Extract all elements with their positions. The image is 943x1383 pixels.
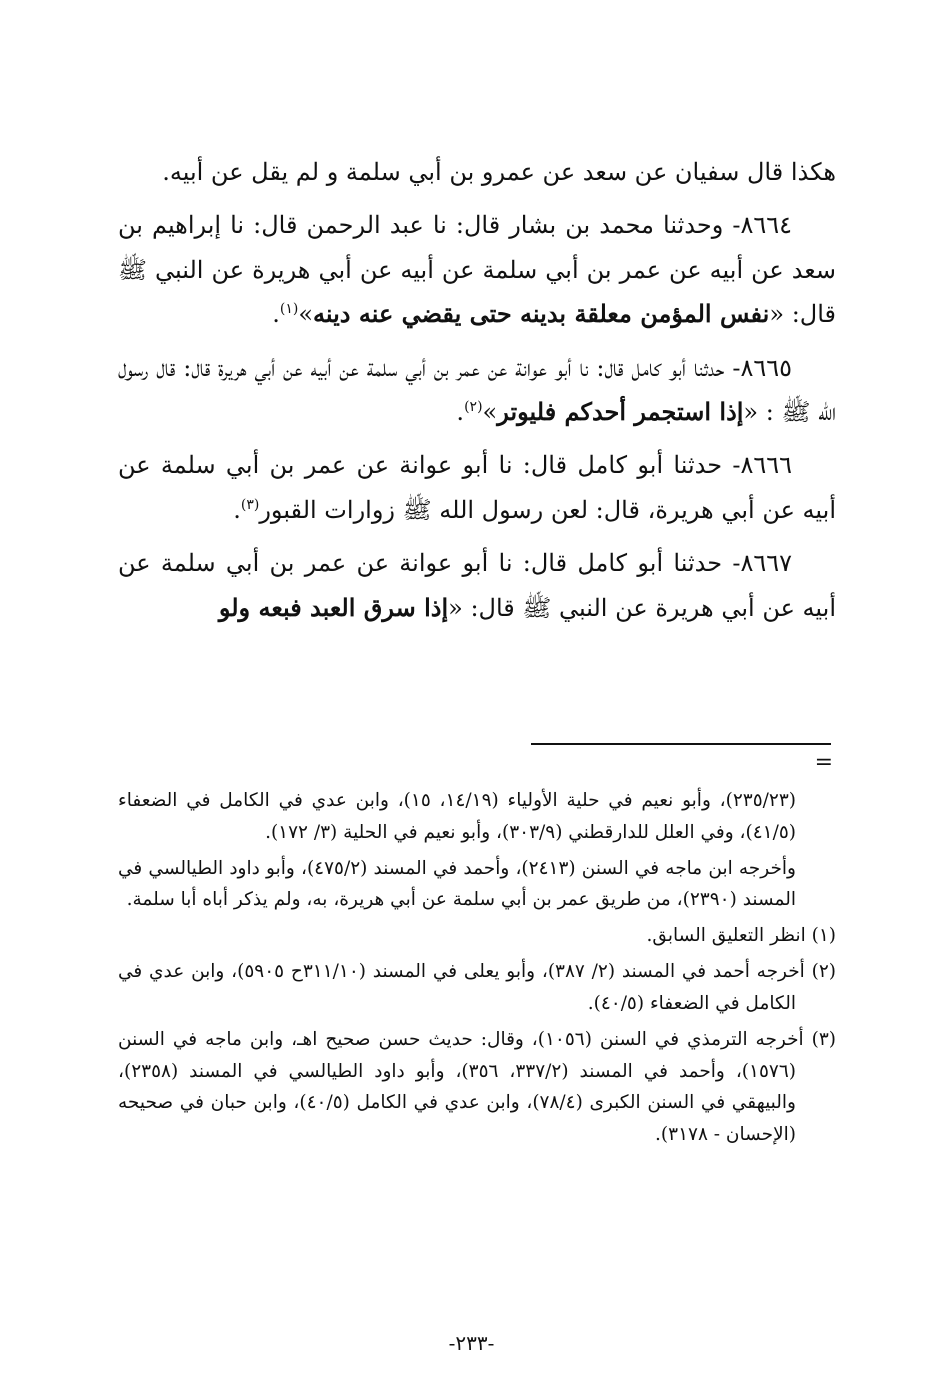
footnote-1: (١) انظر التعليق السابق. — [646, 925, 836, 947]
hadith-8664-end: . — [272, 300, 280, 329]
hadith-8664-close-quote: » — [298, 300, 313, 329]
paragraph-1 — [118, 150, 836, 194]
hadith-8667-matn: إذا سرق العبد فبعه ولو — [218, 592, 449, 622]
hadith-8665-text: ٨٦٦٥- حدثنا أبو كامل قال: نا أبو عوانة عن عمر بن أبي سلمة عن أبيه عن أبي هريرة قال: قال رسول الله ﷺ : « — [118, 353, 836, 426]
hadith-8665-end: . — [456, 397, 465, 426]
footnote-ref-2[interactable]: (٢) — [464, 398, 483, 415]
footnote-2: (٢) أخرجه أحمد في المسند (٢/ ٣٨٧)، وأبو يعلى في المسند (٣١١/١٠ح ٥٩٠٥)، وابن عدي في الكامل في الضعفاء (٤٠/٥). — [118, 961, 836, 1014]
hadith-8665 — [118, 346, 836, 435]
hadith-8664 — [118, 203, 836, 336]
footnote-continuation-1: (٢٣٥/٢٣)، وأبو نعيم في حلية الأولياء (١٤/١٩، ١٥)، وابن عدي في الكامل في الضعفاء (٤١/٥)، وفي العلل للدارقطني (٣٠٣/٩)، وأبو نعيم في الحلية (٣/ ١٧٢). — [118, 790, 796, 843]
hadith-8666 — [118, 443, 836, 532]
paragraph-1-text: هكذا قال سفيان عن سعد عن عمرو بن أبي سلمة و لم يقل عن أبيه. — [162, 158, 836, 186]
footnote-continuation-2: وأخرجه ابن ماجه في السنن (٢٤١٣)، وأحمد في المسند (٤٧٥/٢)، وأبو داود الطيالسي في المسند (٢٣٩٠)، من طريق عمر بن أبي سلمة عن أبي هريرة، به، ولم يذكر أباه أبا سلمة. — [118, 857, 796, 911]
footnotes-block — [118, 785, 836, 1155]
hadith-8664-matn: نفس المؤمن معلقة بدينه حتى يقضي عنه دينه — [313, 299, 770, 329]
hadith-8667-text: ٨٦٦٧- حدثنا أبو كامل قال: نا أبو عوانة عن عمر بن أبي سلمة عن أبيه عن أبي هريرة عن النبي ﷺ قال: « — [118, 549, 836, 622]
main-text-block — [118, 150, 836, 639]
hadith-8665-close-quote: » — [482, 397, 498, 426]
hadith-8666-text: ٨٦٦٦- حدثنا أبو كامل قال: نا أبو عوانة عن عمر بن أبي سلمة عن أبيه عن أبي هريرة، قال: لعن رسول الله ﷺ زوارات القبور — [118, 451, 836, 524]
footnote-continuation-mark: = — [814, 750, 833, 775]
footnote-3: (٣) أخرجه الترمذي في السنن (١٠٥٦)، وقال: حديث حسن صحيح اهـ، وابن ماجه في السنن (١٥٧٦)، وأحمد في المسند (٣٣٧/٢، ٣٥٦)، وأبو داود الطيالسي في المسند (٢٣٥٨)، والبيهقي في السنن الكبرى (٧٨/٤)، وابن عدي في الكامل (٤٠/٥)، وابن حبان في صحيحه (الإحسان - ٣١٧٨). — [118, 1028, 836, 1146]
hadith-8666-end: . — [233, 495, 241, 524]
footnote-ref-3[interactable]: (٣) — [240, 496, 260, 513]
hadith-8665-matn: إذا استجمر أحدكم فليوتر — [497, 396, 744, 426]
page-number: -٢٣٣- — [448, 1331, 495, 1355]
footnote-separator-line — [531, 743, 831, 745]
hadith-8667 — [118, 541, 836, 630]
footnote-ref-1[interactable]: (١) — [279, 301, 299, 318]
hadith-8664-text: ٨٦٦٤- وحدثنا محمد بن بشار قال: نا عبد الرحمن قال: نا إبراهيم بن سعد عن أبيه عن عمر بن أبي سلمة عن أبيه عن أبي هريرة عن النبي ﷺ قال: « — [118, 211, 836, 329]
